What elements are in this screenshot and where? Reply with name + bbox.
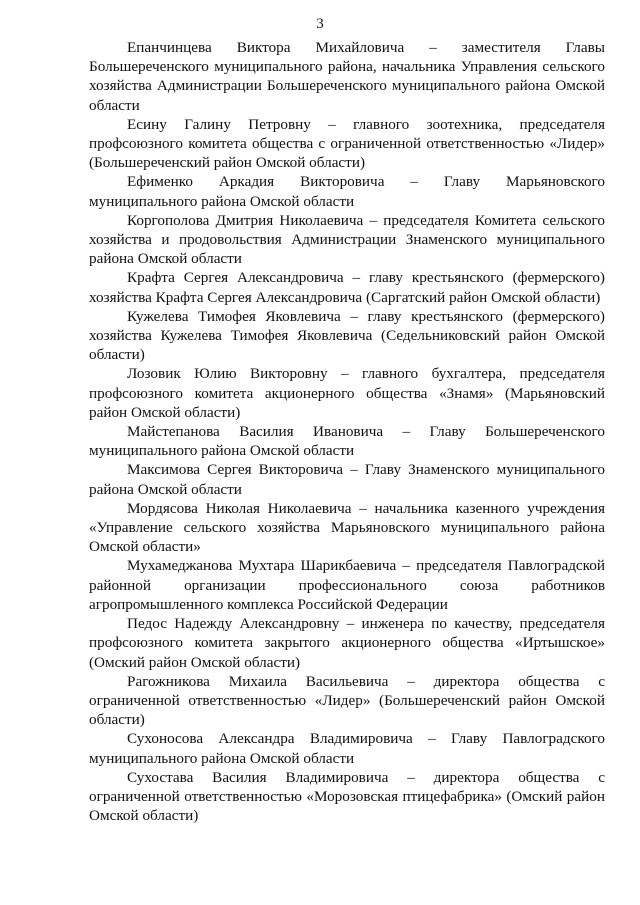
list-item: Максимова Сергея Викторовича – Главу Знаменского муниципального района Омской области <box>89 461 605 498</box>
list-item: Коргополова Дмитрия Николаевича – председателя Комитета сельского хозяйства и продовольствия Администрации Знаменского муниципального района Омской области <box>89 211 605 268</box>
page-number: 3 <box>316 16 324 32</box>
list-item: Майстепанова Василия Ивановича – Главу Большереченского муниципального района Омской области <box>89 423 605 460</box>
list-item: Есину Галину Петровну – главного зоотехника, председателя профсоюзного комитета общества с ограниченной ответственностью «Лидер» (Большереченский район Омской области) <box>89 115 605 172</box>
list-item: Мухамеджанова Мухтара Шарикбаевича – председателя Павлоградской районной организации профессионального союза работников агропромышленного комплекса Российской Федерации <box>89 557 605 613</box>
list-item: Рагожникова Михаила Васильевича – директора общества с ограниченной ответственностью «Лидер» (Большереченский район Омской области) <box>89 672 605 729</box>
list-item: Мордясова Николая Николаевича – начальника казенного учреждения «Управление сельского хозяйства Марьяновского муниципального района Омской области» <box>89 499 605 556</box>
list-item: Лозовик Юлию Викторовну – главного бухгалтера, председателя профсоюзного комитета акционерного общества «Знамя» (Марьяновский район Омской области) <box>89 365 605 421</box>
list-item: Ефименко Аркадия Викторовича – Главу Марьяновского муниципального района Омской области <box>89 173 605 210</box>
list-item: Педос Надежду Александровну – инженера по качеству, председателя профсоюзного комитета закрытого акционерного общества «Иртышское» (Омский район Омской области) <box>89 615 605 671</box>
list-item: Кужелева Тимофея Яковлевича – главу крестьянского (фермерского) хозяйства Кужелева Тимофея Яковлевича (Седельниковский район Омской области) <box>89 307 605 364</box>
list-item: Сухоносова Александра Владимировича – Главу Павлоградского муниципального района Омской области <box>89 730 605 767</box>
list-item: Крафта Сергея Александровича – главу крестьянского (фермерского) хозяйства Крафта Сергея Александровича (Саргатский район Омской области) <box>89 269 605 306</box>
list-item: Епанчинцева Виктора Михайловича – заместителя Главы Большереченского муниципального района, начальника Управления сельского хозяйства Администрации Большереченского муниципального района Омской области <box>89 39 605 114</box>
list-item: Сухостава Василия Владимировича – директора общества с ограниченной ответственностью «Морозовская птицефабрика» (Омский район Омской области) <box>89 768 605 825</box>
award-recipients-list <box>89 38 605 825</box>
